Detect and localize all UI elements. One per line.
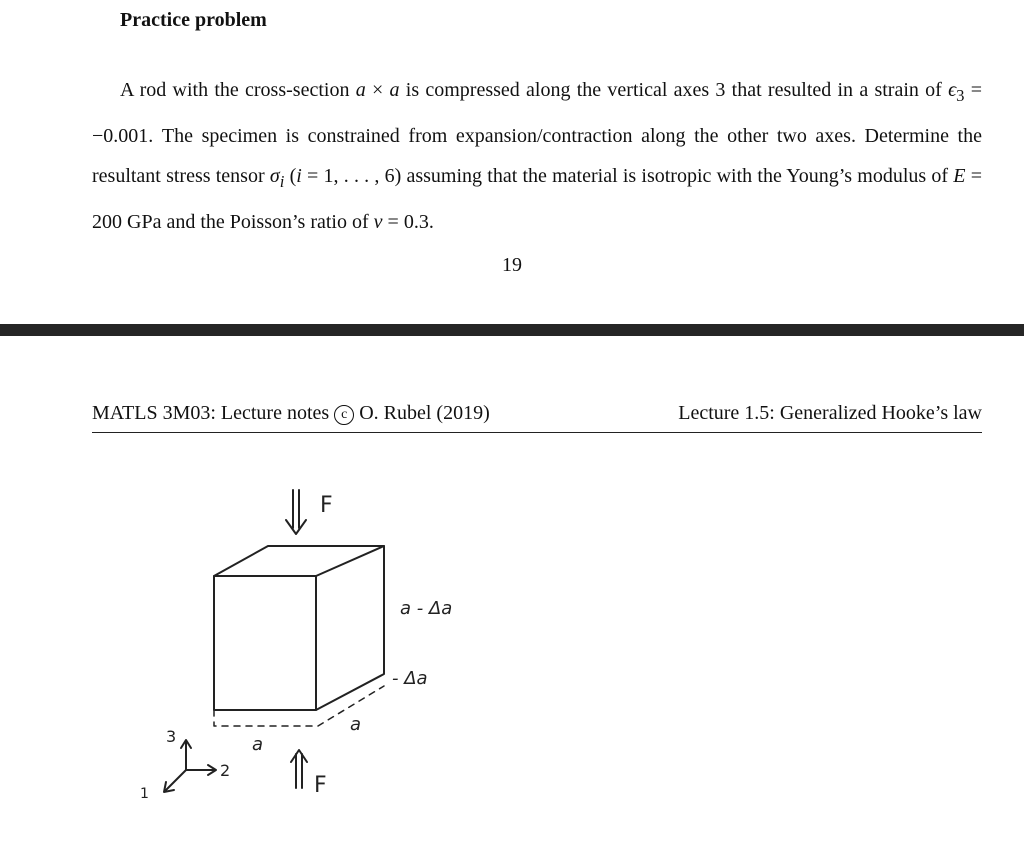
math-i: i bbox=[296, 165, 302, 187]
page-number: 19 bbox=[502, 254, 522, 276]
problem-text-5: = 1, . . . , 6) assuming that the material is isotropic with the Young’s modulus of bbox=[301, 165, 954, 187]
math-epsilon: ϵ bbox=[948, 79, 957, 101]
label-a-right: a bbox=[350, 714, 362, 735]
math-E: E bbox=[953, 165, 966, 187]
force-label-top: F bbox=[320, 493, 333, 518]
lecture-title: Lecture 1.5: Generalized Hooke’s law bbox=[678, 402, 982, 424]
force-label-bottom: F bbox=[314, 773, 327, 798]
problem-text-6: = 200 GPa and the Poisson’s ratio of bbox=[92, 165, 983, 233]
math-sigma-sub: i bbox=[279, 172, 285, 191]
practice-problem-heading: Practice problem bbox=[120, 9, 267, 31]
cube-front-face bbox=[214, 576, 316, 710]
compressed-cube-sketch bbox=[0, 440, 520, 844]
math-times: × bbox=[365, 79, 390, 101]
axis-label-3: 3 bbox=[166, 727, 177, 746]
problem-text-1: A rod with the cross-section bbox=[120, 79, 356, 101]
top-force-arrow-icon bbox=[286, 490, 306, 534]
running-header bbox=[92, 402, 982, 433]
axis-label-2: 2 bbox=[220, 761, 231, 780]
page-separator bbox=[0, 324, 1024, 336]
problem-text-2: is compressed along the vertical axes 3 that resulted in a strain of bbox=[399, 79, 949, 101]
label-a-bottom: a bbox=[252, 734, 264, 755]
copyright-icon: c bbox=[334, 405, 354, 425]
course-title: MATLS 3M03: Lecture notes bbox=[92, 402, 335, 424]
cube-top-face bbox=[214, 546, 384, 576]
math-nu: ν bbox=[373, 211, 383, 233]
bottom-force-arrow-icon bbox=[291, 750, 307, 788]
label-delta-a: - Δa bbox=[392, 668, 428, 689]
math-sigma: σ bbox=[269, 165, 280, 187]
axis-label-1: 1 bbox=[140, 786, 149, 802]
problem-statement bbox=[92, 70, 982, 242]
math-epsilon-sub: 3 bbox=[956, 86, 965, 105]
running-header-left bbox=[92, 402, 490, 425]
author-year: O. Rubel (2019) bbox=[354, 402, 490, 424]
problem-text-7: = 0.3. bbox=[382, 211, 434, 233]
problem-text-4: ( bbox=[284, 165, 297, 187]
label-a-minus-delta-a: a - Δa bbox=[400, 598, 453, 619]
math-a-1: a bbox=[355, 79, 366, 101]
problem-text-3: = −0.001. The specimen is constrained from expansion/contraction along the other two axes. Determine the resultant stress tensor bbox=[92, 79, 983, 187]
coordinate-axes bbox=[164, 740, 216, 792]
math-a-2: a bbox=[389, 79, 400, 101]
